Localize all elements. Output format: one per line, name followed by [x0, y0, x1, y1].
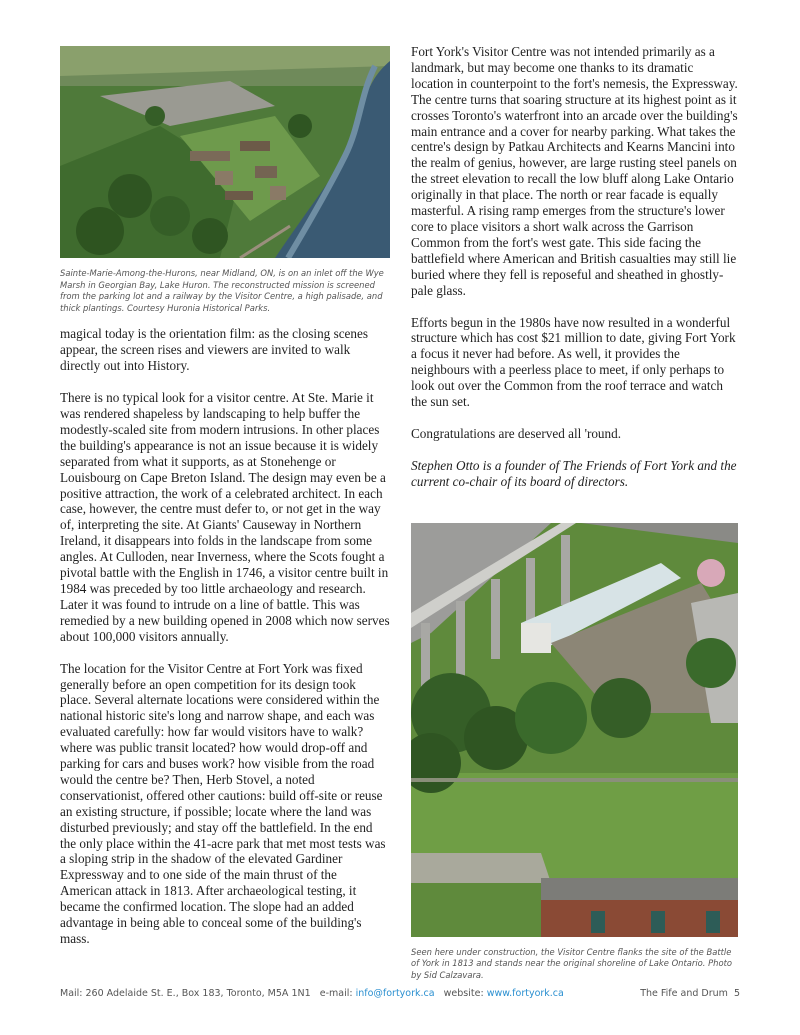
aerial-photo-sainte-marie [60, 46, 390, 258]
aerial-photo-image [60, 46, 390, 258]
page-footer [60, 988, 740, 999]
article-paragraph: Congratulations are deserved all 'round. [411, 425, 622, 441]
footer-email-link[interactable]: info@fortyork.ca [355, 988, 435, 999]
article-paragraph: There is no typical look for a visitor centre. At Ste. Marie it was rendered shapeless by landscaping to help buffer the modestly-scaled site from modern intrusions. In other places the building's appearance is not an issue because it is widely separated from what it supports, as at Stonehenge or Louisbourg on Cape Breton Island. The design may even be a positive attraction, the work of a celebrated architect. In each case, however, the centre must defer to, or not get in the way of, interpreting the site. At Giants' Causeway in Northern Ireland, it disappears into folds in the landscape from some angles. At Culloden, near Inverness, where the Scots fought a pivotal battle with the English in 1746, a visitor centre built in 1984 was preceded by too little archaeology and research. Later it was found to intrude on a line of battle. This was remedied by a new building opened in 2008 which now serves about 100,000 visitors annually. [60, 390, 390, 644]
aerial-photo-caption: Sainte-Marie-Among-the-Hurons, near Midland, ON, is on an inlet off the Wye Marsh in Georgian Bay, Lake Huron. The reconstructed mission is screened from the parking lot and a railway by the Visitor Centre, a high palisade, and thick plantings. Courtesy Huronia Historical Parks. [60, 268, 384, 313]
footer-publication-name: The Fife and Drum [640, 988, 728, 999]
article-paragraph: Efforts begun in the 1980s have now resulted in a wonderful structure which has cost $21 million to date, giving Fort York a focus it never had before. As well, it provides the neighbours with a peerless place to meet, if only perhaps to look out over the Common from the roof terrace and watch the sun set. [411, 314, 736, 410]
article-paragraph: magical today is the orientation film: as the closing scenes appear, the screen rises and viewers are invited to walk directly out into History. [60, 326, 368, 374]
footer-website-label: website: [443, 988, 484, 999]
construction-photo-visitor-centre [411, 523, 738, 937]
article-paragraph: Fort York's Visitor Centre was not intended primarily as a landmark, but may become one thanks to its dramatic location in counterpoint to the fort's nemesis, the Expressway. The centre turns that soaring structure at its highest point as it crosses Toronto's waterfront into an arcade over the building's main entrance and a cover for nearby parking. What takes the centre's design by Patkau Architects and Kearns Mancini into the realm of genius, however, are large rusting steel panels on the street elevation to recall the low bluff along Lake Ontario originally in that place. The north or rear facade is equally masterful. A rising ramp emerges from the structure's lower core to place visitors a short walk across the Garrison Common from the fort's west gate. This side facing the battlefield where American and British casualties may still lie buried where they fell is reposeful and sheathed in ghostly-pale glass. [411, 44, 738, 298]
footer-website-link[interactable]: www.fortyork.ca [486, 988, 564, 999]
footer-contact [60, 988, 564, 999]
right-column [411, 44, 738, 981]
construction-photo-caption: Seen here under construction, the Visitor Centre flanks the site of the Battle of York in 1813 and stands near the original shoreline of Lake Ontario. Photo by Sid Calzavara. [411, 946, 732, 980]
footer-email-label: e-mail: [319, 988, 353, 999]
author-byline: Stephen Otto is a founder of The Friends of Fort York and the current co-chair of its board of directors. [411, 457, 737, 489]
left-column [60, 46, 390, 963]
footer-page-number: 5 [733, 988, 740, 999]
footer-publication [640, 988, 740, 999]
construction-photo-image [411, 523, 738, 937]
article-paragraph: The location for the Visitor Centre at Fort York was fixed generally before an open competition for its design took place. Several alternate locations were considered within the national historic site's long and narrow shape, and each was evaluated carefully: how far would visitors have to walk? where was public transit located? how would drop-off and parking for cars and buses work? how visible from the road would the centre be? Then, Herb Stovel, a noted conservationist, offered other cautions: build off-site or reuse an existing structure, if possible; locate where the land was disturbed previously; and stay off the battlefield. In the end the only place within the 41-acre park that met most tests was a sloping strip in the shadow of the elevated Gardiner Expressway and to one side of the main thrust of the American attack in 1813. After archaeological testing, it became the confirmed location. The slope had an added advantage in being able to conceal some of the building's mass. [60, 660, 386, 946]
footer-mail-address: Mail: 260 Adelaide St. E., Box 183, Toronto, M5A 1N1 [60, 988, 311, 999]
